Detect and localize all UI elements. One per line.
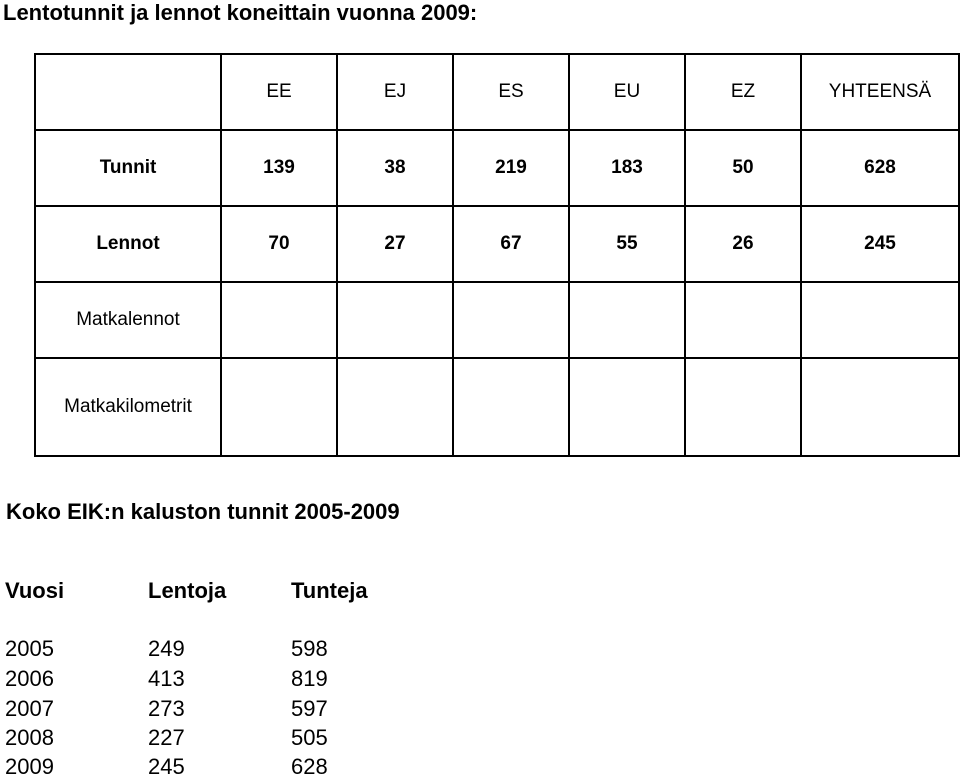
table-cell xyxy=(337,358,453,456)
column-header-hours: Tunteja xyxy=(291,578,368,603)
table-cell: 183 xyxy=(569,130,685,206)
column-header-year: Vuosi xyxy=(5,578,65,603)
table-cell xyxy=(801,282,959,358)
header-cell: EJ xyxy=(337,54,453,130)
table-cell xyxy=(685,282,801,358)
table-header-row xyxy=(35,54,959,130)
table-cell: 50 xyxy=(685,130,801,206)
year-cell: 2006 xyxy=(5,666,54,691)
table-cell: 70 xyxy=(221,206,337,282)
table-cell xyxy=(569,358,685,456)
hours-cell: 505 xyxy=(291,725,328,750)
table-cell: 26 xyxy=(685,206,801,282)
table-cell xyxy=(453,358,569,456)
table-cell xyxy=(221,282,337,358)
page-title: Lentotunnit ja lennot koneittain vuonna 2009: xyxy=(3,0,478,25)
flights-cell: 273 xyxy=(148,696,185,721)
row-label: Tunnit xyxy=(35,130,221,206)
table-cell xyxy=(453,282,569,358)
column-header-flights: Lentoja xyxy=(148,578,227,603)
row-label: Lennot xyxy=(35,206,221,282)
table-cell: 67 xyxy=(453,206,569,282)
header-cell: EZ xyxy=(685,54,801,130)
hours-cell: 819 xyxy=(291,666,328,691)
year-cell: 2007 xyxy=(5,696,54,721)
table-cell: 628 xyxy=(801,130,959,206)
table-cell xyxy=(337,282,453,358)
table-cell xyxy=(685,358,801,456)
table-cell: 245 xyxy=(801,206,959,282)
section-title: Koko EIK:n kaluston tunnit 2005-2009 xyxy=(6,499,400,524)
row-label: Matkakilometrit xyxy=(35,358,221,456)
header-cell: YHTEENSÄ xyxy=(801,54,959,130)
flights-cell: 413 xyxy=(148,666,185,691)
flights-cell: 227 xyxy=(148,725,185,750)
header-cell: EU xyxy=(569,54,685,130)
year-cell: 2008 xyxy=(5,725,54,750)
row-label: Matkalennot xyxy=(35,282,221,358)
table-cell: 139 xyxy=(221,130,337,206)
table-cell: 38 xyxy=(337,130,453,206)
hours-cell: 597 xyxy=(291,696,328,721)
flights-cell: 249 xyxy=(148,636,185,661)
table-row xyxy=(35,206,959,282)
table-row xyxy=(35,358,959,456)
table-cell: 55 xyxy=(569,206,685,282)
table-row xyxy=(35,130,959,206)
header-cell xyxy=(35,54,221,130)
table-cell: 27 xyxy=(337,206,453,282)
table-cell xyxy=(221,358,337,456)
table-row xyxy=(35,282,959,358)
header-cell: EE xyxy=(221,54,337,130)
flights-cell: 245 xyxy=(148,754,185,779)
aircraft-hours-table xyxy=(34,53,960,457)
header-cell: ES xyxy=(453,54,569,130)
hours-cell: 628 xyxy=(291,754,328,779)
table-cell xyxy=(569,282,685,358)
table-cell xyxy=(801,358,959,456)
table-cell: 219 xyxy=(453,130,569,206)
year-cell: 2009 xyxy=(5,754,54,779)
hours-cell: 598 xyxy=(291,636,328,661)
year-cell: 2005 xyxy=(5,636,54,661)
